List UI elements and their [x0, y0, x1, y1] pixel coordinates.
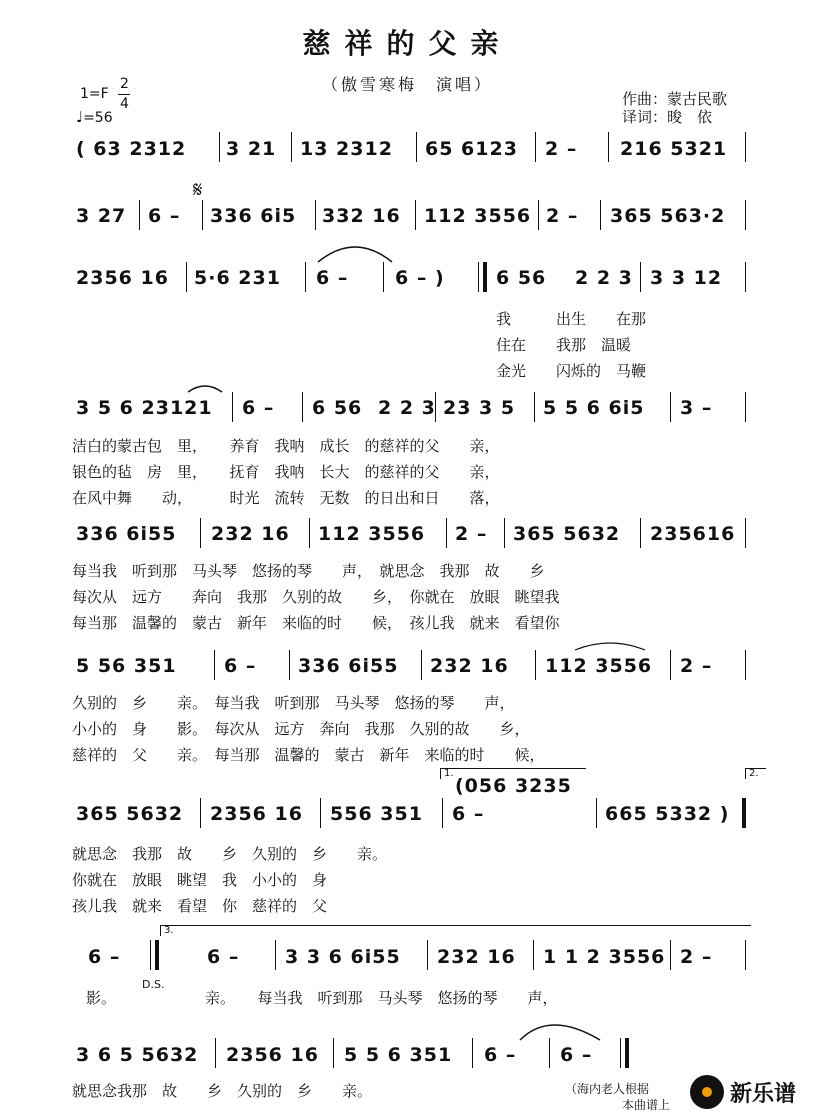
measure: 5 56 351: [76, 655, 177, 677]
measure: 2 –: [680, 655, 713, 677]
measure: 6 – ): [395, 267, 445, 289]
measure: 2 –: [680, 946, 713, 968]
measure: 6 –: [88, 946, 121, 968]
measure: 112 3556: [424, 205, 532, 227]
lyric-line: 银色的毡 房 里， 抚育 我呐 长大 的慈祥的父 亲，: [72, 463, 500, 481]
measure: 6 –: [148, 205, 181, 227]
lyric-line: 久别的 乡 亲。 每当我 听到那 马头琴 悠扬的琴 声，: [72, 694, 515, 712]
measure: 3 –: [680, 397, 713, 419]
measure: 5 5 6 351: [344, 1044, 453, 1066]
lyric-line: 慈祥的 父 亲。 每当那 温馨的 蒙古 新年 来临的时 候，: [72, 746, 545, 764]
quarter-note-icon: ♩: [76, 108, 84, 126]
measure: 232 16: [211, 523, 290, 545]
measure: 23 3 5: [443, 397, 516, 419]
measure: 216 5321: [620, 138, 728, 160]
slur-arc: [188, 386, 222, 392]
measure: 365 5632: [76, 803, 184, 825]
composer-credit: 作曲：蒙古民歌: [622, 90, 728, 108]
lyric-line: 金光 闪烁的 马鞭: [496, 362, 647, 380]
time-signature-top: 2: [120, 76, 129, 92]
lyric-line: 我 出生 在那: [496, 310, 647, 328]
measure: 336 6i5: [210, 205, 297, 227]
measure: 3 6 5 5632: [76, 1044, 199, 1066]
footnote-line-1: （海内老人根据: [565, 1082, 650, 1096]
lyric-line: 孩儿我 就来 看望 你 慈祥的 父: [72, 897, 328, 915]
footnote-line-2: 本曲谱上: [622, 1098, 671, 1112]
measure: 2 –: [546, 205, 579, 227]
measure: 365 5632: [513, 523, 621, 545]
lyric-line: 每当那 温馨的 蒙古 新年 来临的时 候， 孩儿我 就来 看望你: [72, 614, 560, 632]
lyric-line: 亲。 每当我 听到那 马头琴 悠扬的琴 声，: [205, 989, 558, 1007]
measure: 5 5 6 6i5: [543, 397, 645, 419]
segno-icon: 𝄋: [193, 178, 203, 203]
measure: 665 5332 ): [605, 803, 730, 825]
measure: 2356 16: [210, 803, 303, 825]
key-signature: 1=F: [80, 86, 109, 102]
lyric-line: 每当我 听到那 马头琴 悠扬的琴 声， 就思念 我那 故 乡: [72, 562, 545, 580]
performer-line: （傲雪寒梅 演唱）: [321, 75, 493, 94]
measure: 2 2 3: [378, 397, 436, 419]
measure: 112 3556: [318, 523, 426, 545]
measure: 6 56: [496, 267, 547, 289]
measure: 6 –: [207, 946, 240, 968]
measure: 235616: [650, 523, 736, 545]
volta-number: 2.: [749, 768, 759, 779]
measure: 365 563·2: [610, 205, 726, 227]
measure: 65 6123: [425, 138, 518, 160]
tempo-value: =56: [83, 110, 113, 126]
measure: 6 –: [560, 1044, 593, 1066]
measure: 13 2312: [300, 138, 393, 160]
volta-number: 3.: [164, 925, 174, 936]
measure: 336 6i55: [298, 655, 399, 677]
measure: 3 27: [76, 205, 127, 227]
measure: 6 –: [452, 803, 485, 825]
song-title: 慈祥的父亲: [302, 27, 513, 60]
slur-arc: [575, 643, 645, 650]
measure: 2 –: [455, 523, 488, 545]
measure: 2 –: [545, 138, 578, 160]
lyric-line: 洁白的蒙古包 里， 养育 我呐 成长 的慈祥的父 亲，: [72, 437, 500, 455]
lyric-line: 你就在 放眼 眺望 我 小小的 身: [72, 871, 328, 889]
measure: 6 56: [312, 397, 363, 419]
interlude-notes: (056 3235: [455, 775, 572, 797]
measure: 112 3556: [545, 655, 653, 677]
tie-arc: [318, 247, 392, 262]
measure: 6 –: [242, 397, 275, 419]
lyric-line: 就思念 我那 故 乡 久别的 乡 亲。: [72, 845, 388, 863]
measure: 3 3 6 6i55: [285, 946, 401, 968]
measure: 6 –: [484, 1044, 517, 1066]
logo-text: 新乐谱: [730, 1081, 797, 1107]
measure: 5·6 231: [194, 267, 281, 289]
measure: 232 16: [430, 655, 509, 677]
volta-number: 1.: [444, 768, 454, 779]
measure: 2 2 3: [575, 267, 633, 289]
measure: 332 16: [322, 205, 401, 227]
measure: 3 3 12: [650, 267, 723, 289]
measure: 556 351: [330, 803, 423, 825]
lyric-line: 影。: [86, 989, 117, 1007]
measure: 3 21: [226, 138, 277, 160]
tie-arc: [520, 1025, 600, 1040]
measure: 336 6i55: [76, 523, 177, 545]
measure: 1 1 2 3556: [543, 946, 666, 968]
lyric-line: 每次从 远方 奔向 我那 久别的故 乡， 你就在 放眼 眺望我: [72, 588, 560, 606]
measure: 2356 16: [76, 267, 169, 289]
lyricist-credit: 译词：晙 依: [622, 108, 713, 126]
measure: 2356 16: [226, 1044, 319, 1066]
time-signature-bottom: 4: [120, 96, 129, 112]
measure: 6 –: [316, 267, 349, 289]
measure: ( 63 2312: [76, 138, 187, 160]
lyric-line: 住在 我那 温暖: [496, 336, 632, 354]
lyric-line: 小小的 身 影。 每次从 远方 奔向 我那 久别的故 乡，: [72, 720, 530, 738]
lyric-line: 就思念我那 故 乡 久别的 乡 亲。: [72, 1082, 373, 1100]
measure: 232 16: [437, 946, 516, 968]
dal-segno-mark: D.S.: [142, 978, 165, 991]
measure: 6 –: [224, 655, 257, 677]
lyric-line: 在风中舞 动， 时光 流转 无数 的日出和日 落，: [72, 489, 500, 507]
measure: 3 5 6 23121: [76, 397, 213, 419]
